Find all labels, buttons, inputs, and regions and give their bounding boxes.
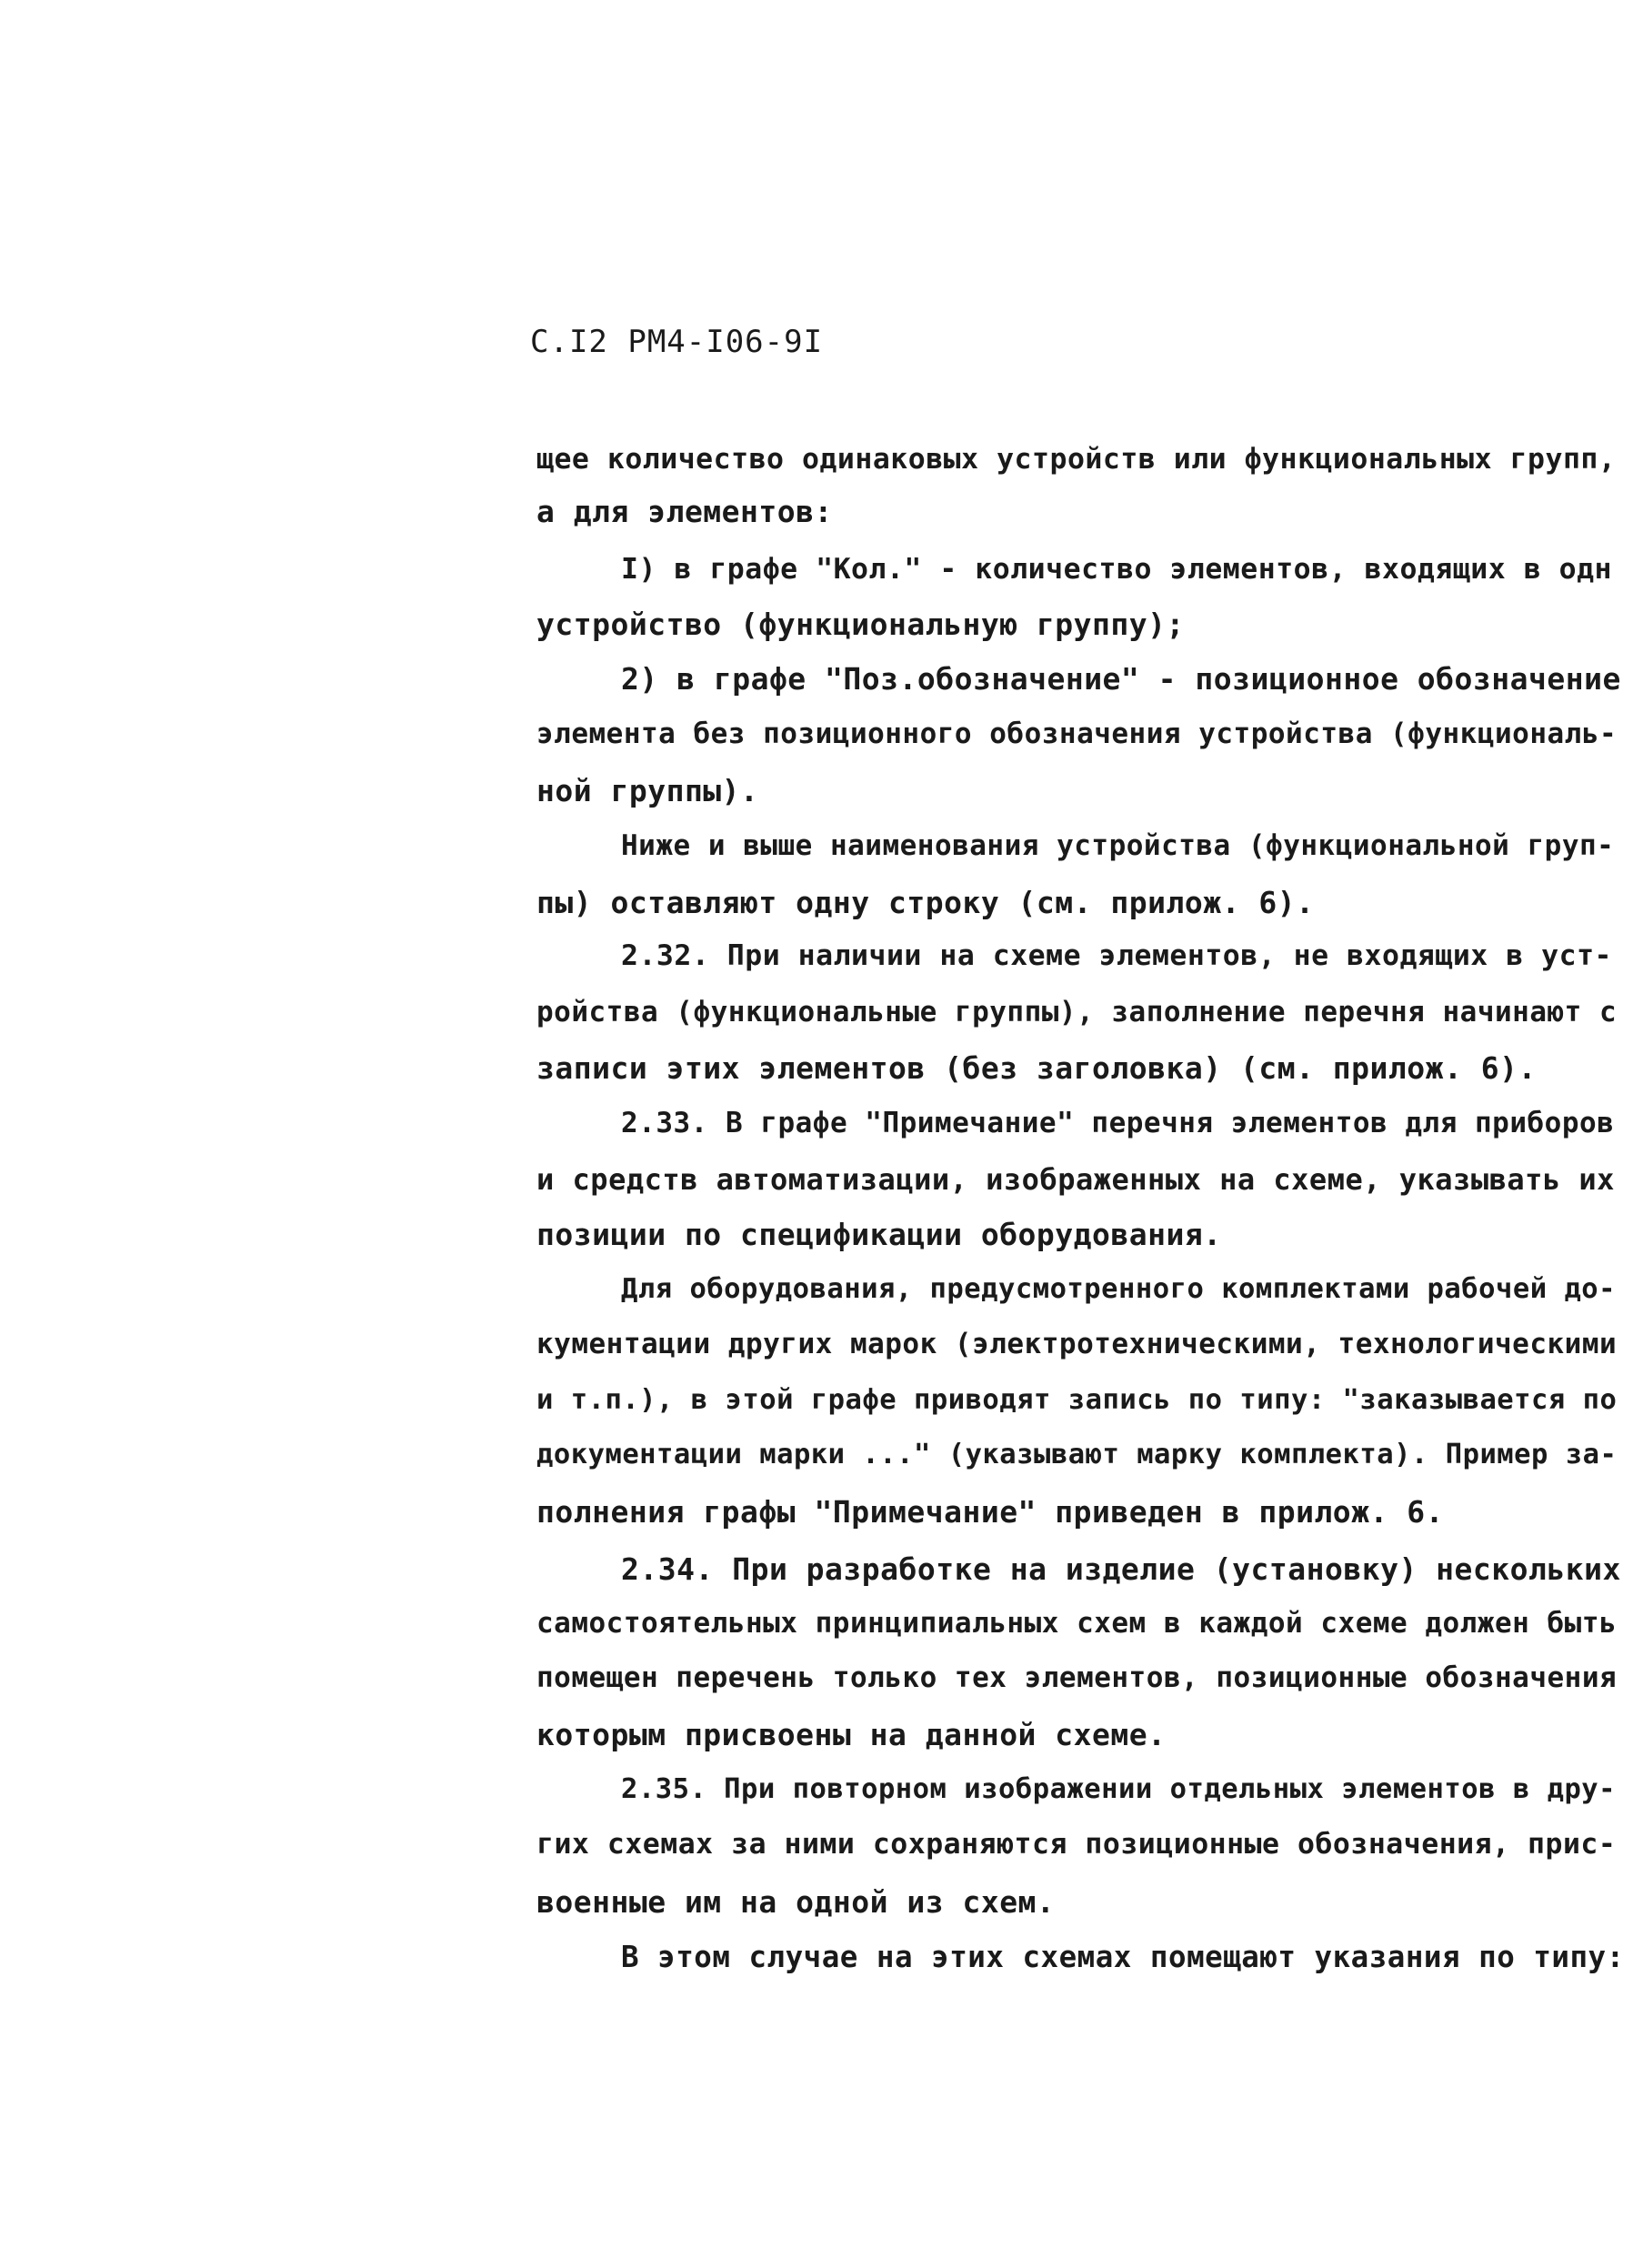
text-line: позиции по спецификации оборудования.	[536, 1217, 1222, 1252]
text-line: записи этих элементов (без заголовка) (см. прилож. 6).	[536, 1050, 1537, 1086]
text-line: которым присвоены на данной схеме.	[536, 1717, 1167, 1752]
text-line: пы) оставляют одну строку (см. прилож. 6).	[536, 885, 1315, 920]
text-line: Ниже и выше наименования устройства (функциональной груп-	[621, 829, 1615, 862]
text-line: полнения графы "Примечание" приведен в прилож. 6.	[536, 1494, 1445, 1530]
text-line: элемента без позиционного обозначения устройства (функциональ-	[536, 718, 1618, 750]
text-line: помещен перечень только тех элементов, позиционные обозначения	[536, 1661, 1618, 1694]
page-header: С.I2 РМ4-I06-9I	[530, 324, 824, 360]
text-line: ной группы).	[536, 773, 759, 808]
text-line: 2) в графе "Поз.обозначение" - позиционное обозначение	[621, 661, 1621, 697]
text-line: 2.34. При разработке на изделие (установку) нескольких	[621, 1551, 1621, 1587]
text-line: и т.п.), в этой графе приводят запись по типу: "заказывается по	[536, 1384, 1618, 1416]
text-line: 2.32. При наличии на схеме элементов, не входящих в уст-	[621, 939, 1613, 972]
text-line: устройство (функциональную группу);	[536, 607, 1185, 642]
text-line: В этом случае на этих схемах помещают указания по типу:	[621, 1940, 1625, 1974]
text-line: самостоятельных принципиальных схем в каждой схеме должен быть	[536, 1607, 1618, 1640]
text-line: щее количество одинаковых устройств или функциональных групп,	[536, 443, 1617, 476]
text-line: документации марки ..." (указывают марку комплекта). Пример за-	[536, 1439, 1618, 1470]
text-line: и средств автоматизации, изображенных на схеме, указывать их	[536, 1162, 1615, 1197]
text-line: 2.33. В графе "Примечание" перечня элементов для приборов	[621, 1107, 1615, 1139]
text-line: ройства (функциональные группы), заполнение перечня начинают с	[536, 996, 1618, 1029]
text-line: 2.35. При повторном изображении отдельных элементов в дру-	[621, 1773, 1617, 1805]
text-line: военные им на одной из схем.	[536, 1884, 1056, 1920]
text-line: гих схемах за ними сохраняются позиционные обозначения, прис-	[536, 1828, 1617, 1861]
text-line: а для элементов:	[536, 494, 833, 529]
text-line: кументации других марок (электротехническими, технологическими	[536, 1328, 1618, 1360]
text-line: Для оборудования, предусмотренного комплектами рабочей до-	[621, 1273, 1617, 1305]
text-line: I) в графе "Кол." - количество элементов, входящих в одн	[621, 553, 1613, 586]
